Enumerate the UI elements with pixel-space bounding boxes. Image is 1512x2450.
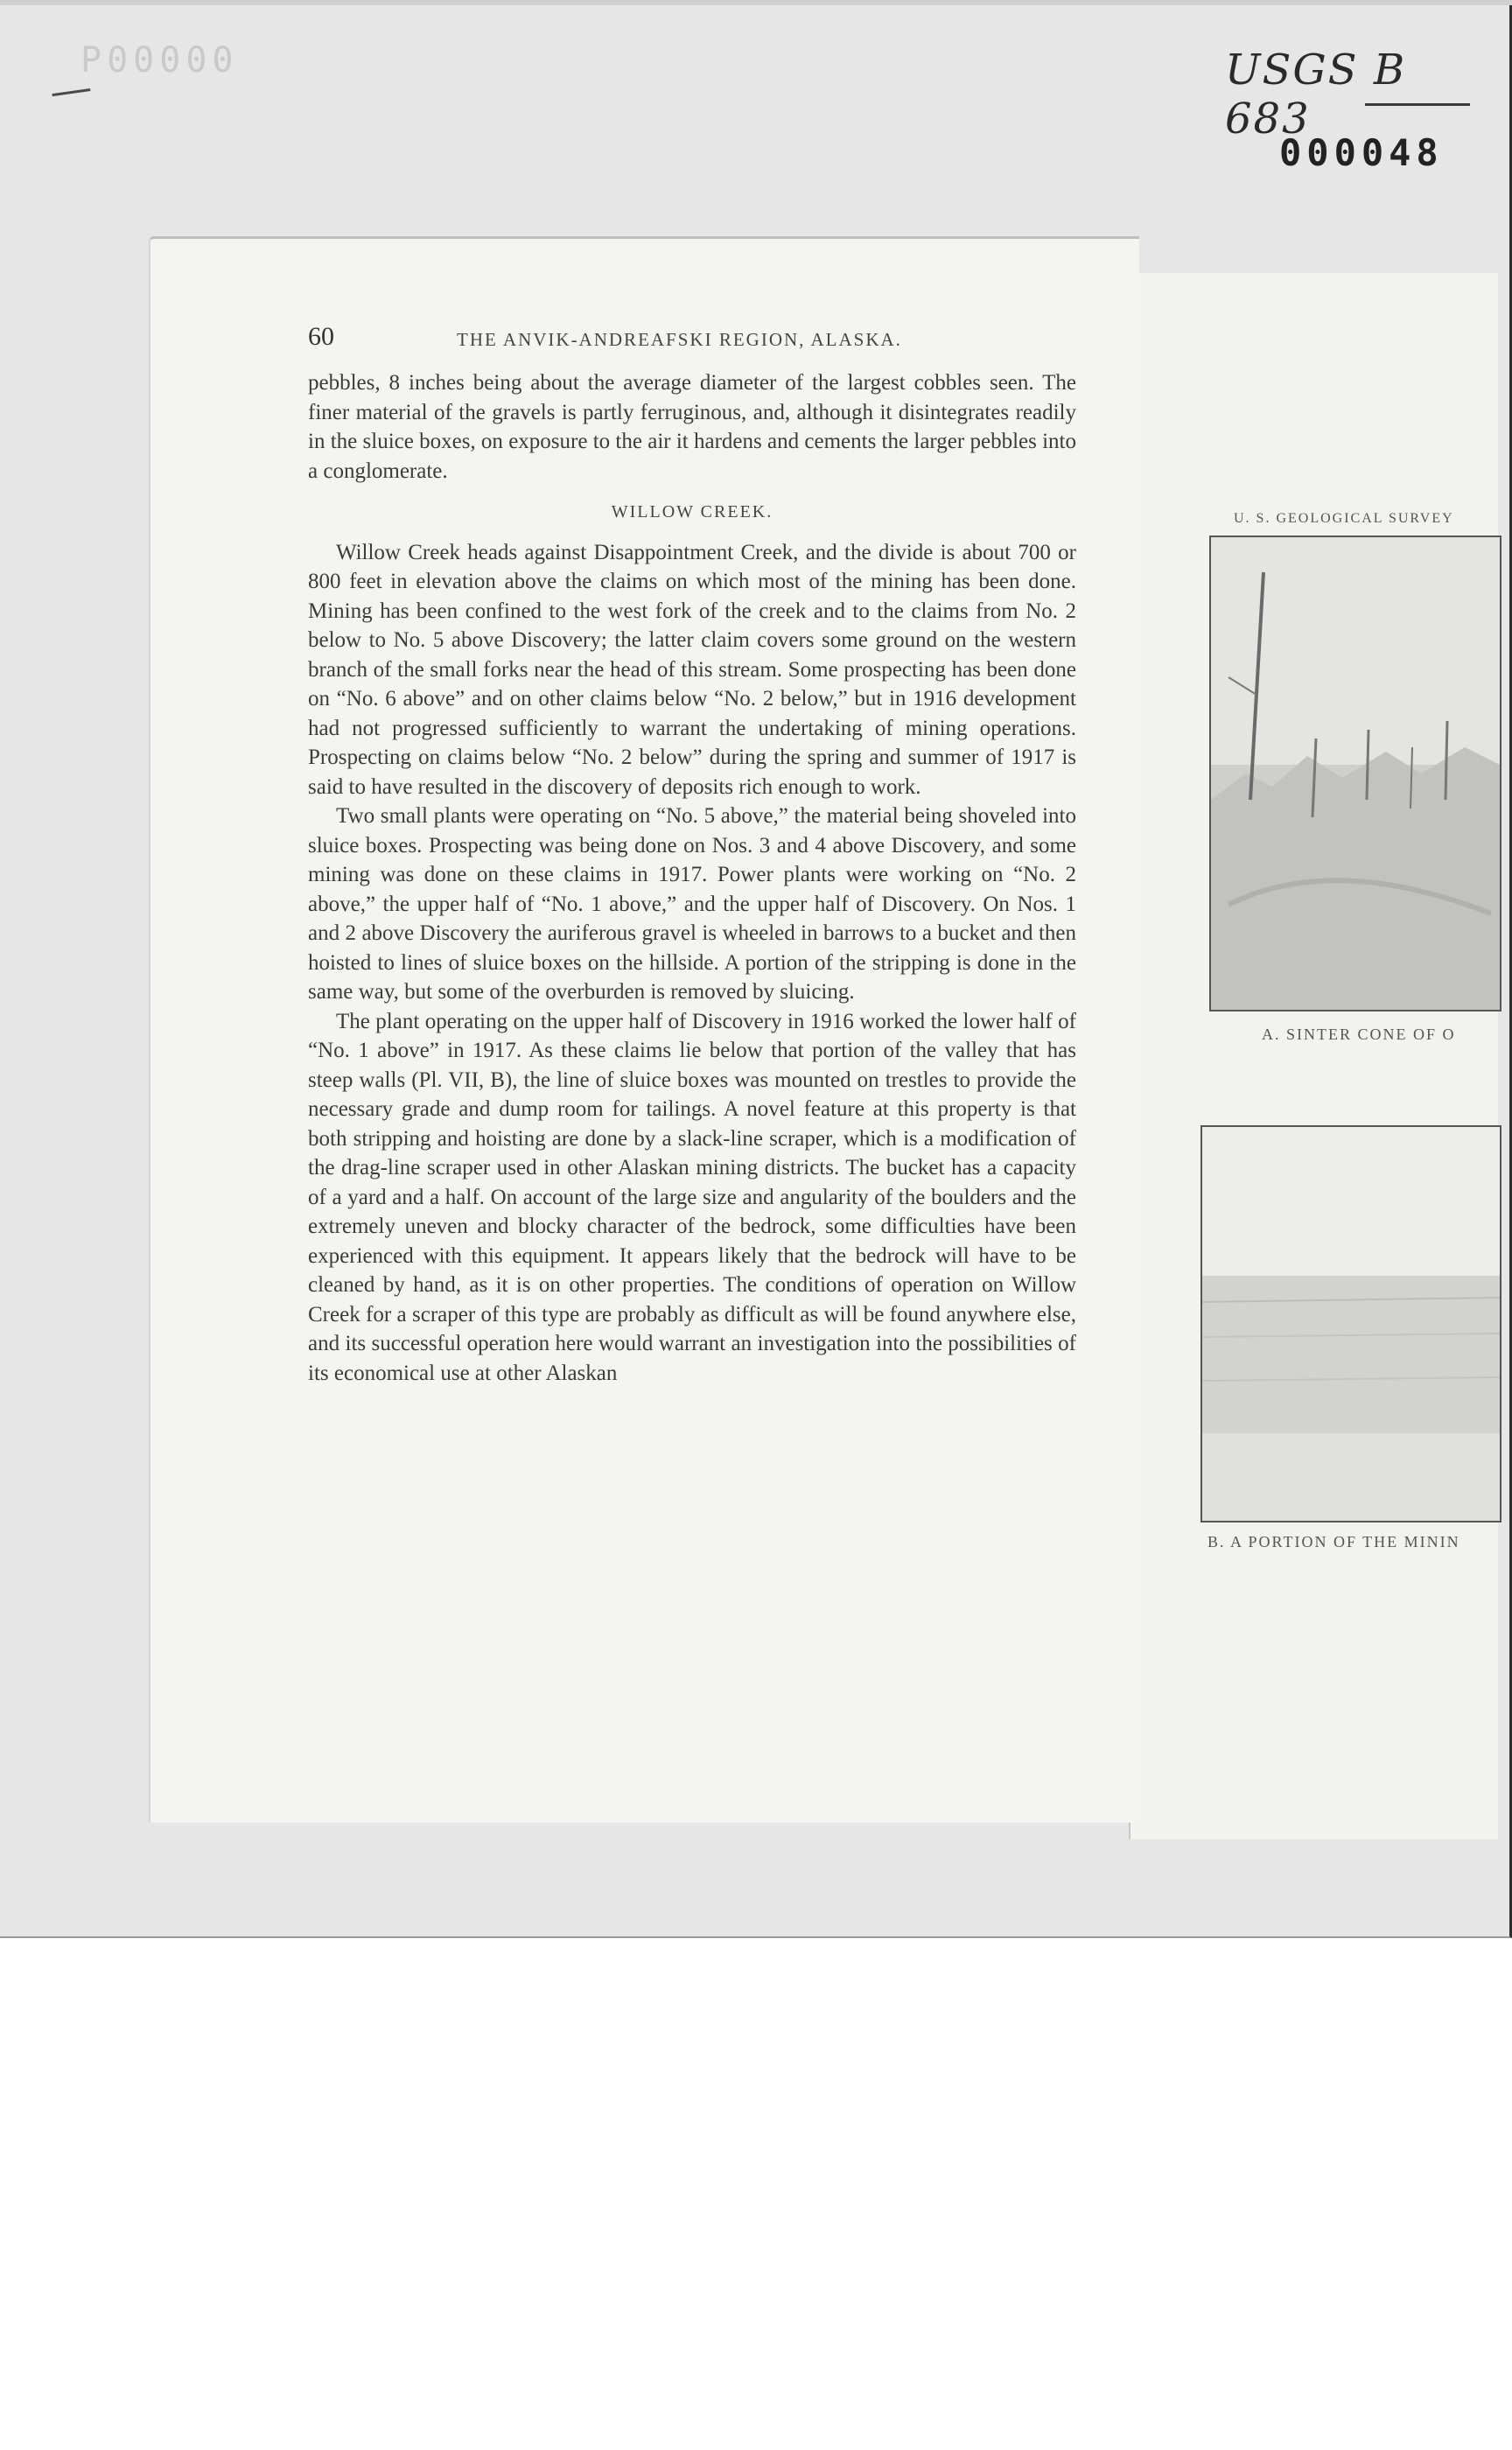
paragraph: The plant operating on the upper half of Discovery in 1916 worked the lower half of “No. 1 above” in 1917. As these claims lie below that portion of the valley that has steep walls (Pl. VII, B), the line of sluice boxes was mounted on trestles to provide the necessary grade and dump room for tailings. A novel feature at this property is that both stripping and hoisting are done by a slack-line scraper, which is a modification of the drag-line scraper used in other Alaskan mining districts. The bucket has a capacity of a yard and a half. On account of the large size and angularity of the boulders and the extremely uneven and blocky character of the bedrock, some difficulties have been experienced with this equipment. It appears likely that the bedrock will have to be cleaned by hand, as it is on other properties. The conditions of operation on Willow Creek for a scraper of this type are probably as difficult as will be found anywhere else, and its successful operation here would warrant an investigation into the possibilities of its economical use at other Alaskan [308,1009,1076,1385]
caption-photo-a: A. SINTER CONE OF O [1262,1026,1456,1043]
faint-stamp: P00000 [80,40,239,80]
page-number: 60 [308,322,334,351]
pen-mark [52,88,91,103]
plate-header: U. S. GEOLOGICAL SURVEY [1234,511,1454,526]
scan-edge [0,0,1512,5]
facing-plate [1129,273,1498,1839]
photo-b-graphic [1202,1127,1500,1521]
book-page [149,236,1139,1823]
photo-sinter-cone [1209,536,1502,1012]
document-number: 000048 [1279,131,1444,174]
caption-photo-b: B. A PORTION OF THE MININ [1208,1533,1460,1550]
page-body [308,368,1076,1388]
handwritten-reference: USGS B 683 [1225,46,1407,144]
paragraph: Willow Creek heads against Disappointment Creek, and the divide is about 700 or 800 feet in elevation above the claims on which most of the mining has been done. Mining has been confined to the west fork of the creek and to the claims from No. 2 below to No. 5 above Discovery; the latter claim covers some ground on the western branch of the small forks near the head of this stream. Some prospecting has been done on “No. 6 above” and on other claims below “No. 2 below,” but in 1916 development had not progressed sufficiently to warrant the undertaking of mining operations. Prospecting on claims below “No. 2 below” during the spring and summer of 1917 is said to have resulted in the discovery of deposits rich enough to work. [308,540,1076,799]
photo-a-graphic [1211,537,1500,1010]
section-heading: WILLOW CREEK. [611,502,774,522]
paragraph: Two small plants were operating on “No. 5 above,” the material being shoveled into sluice boxes. Prospecting was being done on Nos. 3 and 4 above Discovery, and some mining was done on these claims in 1917. Power plants were working on “No. 2 above,” the upper half of “No. 1 above,” and the upper half of Discovery. On Nos. 1 and 2 above Discovery the auriferous gravel is wheeled in barrows to a bucket and then hoisted to lines of sluice boxes on the hillside. A portion of the stripping is done in the same way, but some of the overburden is removed by sluicing. [308,804,1076,1004]
running-head-title: THE ANVIK-ANDREAFSKI REGION, ALASKA. [457,329,902,350]
photo-mining-area [1200,1125,1502,1522]
continued-paragraph: pebbles, 8 inches being about the average diameter of the largest cobbles seen. The finer material of the gravels is partly ferruginous, and, although it disintegrates readily in the sluice boxes, on exposure to the air it hardens and cements the larger pebbles into a conglomerate. [308,371,1076,483]
handwritten-underline [1365,103,1470,106]
